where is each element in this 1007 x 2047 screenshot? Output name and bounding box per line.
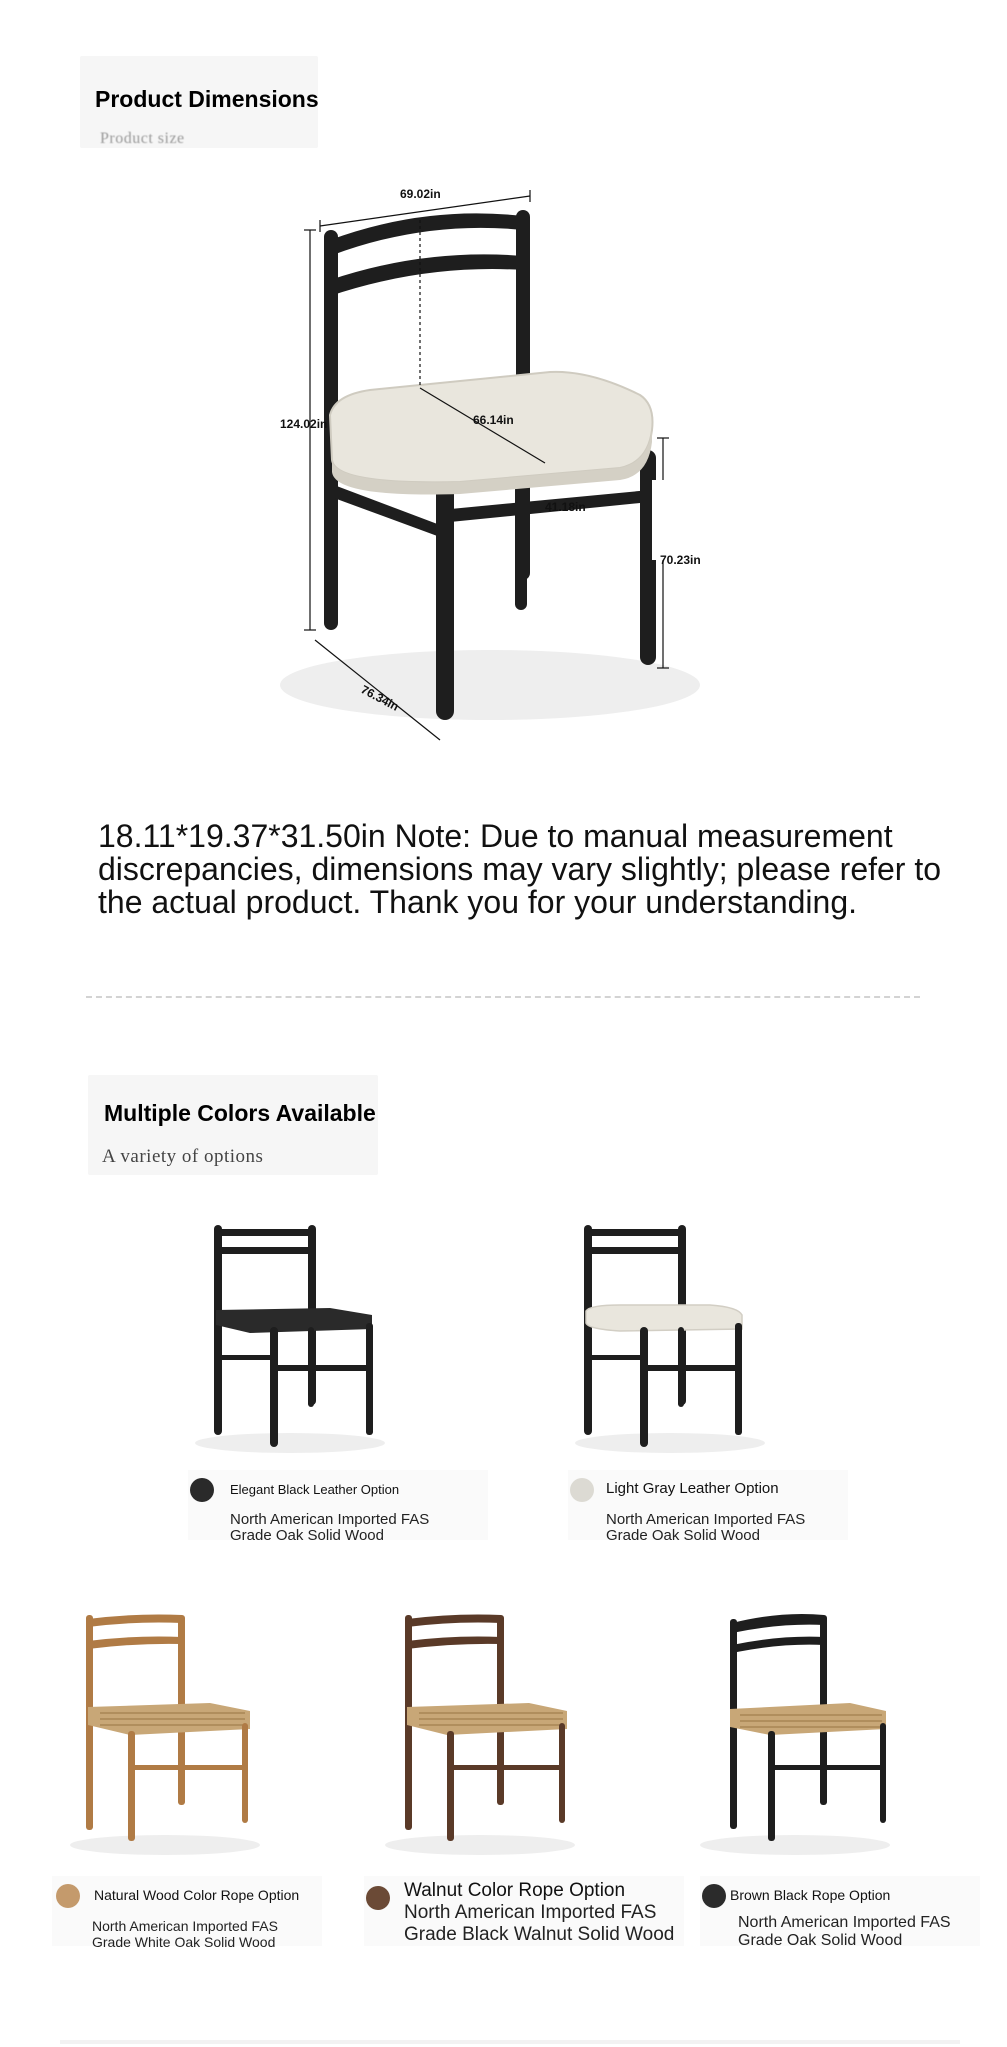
swatch-brown-black-rope xyxy=(702,1884,726,1908)
option-card-natural-rope[interactable] xyxy=(52,1876,322,1950)
back-slat-bottom xyxy=(330,254,523,296)
swatch-light-gray-leather xyxy=(570,1478,594,1502)
bottom-edge-strip xyxy=(60,2040,960,2044)
option-desc-line2: Grade White Oak Solid Wood xyxy=(92,1934,276,1950)
dimensions-title: Product Dimensions xyxy=(95,86,319,112)
floor-shadow xyxy=(280,650,700,720)
option-desc-line2: Grade Oak Solid Wood xyxy=(230,1527,384,1544)
option-card-brown-black-rope[interactable] xyxy=(700,1876,980,1949)
colors-title: Multiple Colors Available xyxy=(104,1100,376,1126)
chair-image-black-leather xyxy=(180,1215,390,1455)
height-total-label: 124.02in xyxy=(280,417,328,431)
seat-front-label: 41.18in xyxy=(545,500,586,514)
swatch-natural-rope xyxy=(56,1884,80,1908)
colors-subtitle: A variety of options xyxy=(102,1146,264,1167)
option-desc-line2: Grade Oak Solid Wood xyxy=(738,1932,903,1949)
back-inner-leg xyxy=(515,480,527,610)
option-name: Brown Black Rope Option xyxy=(730,1887,891,1903)
option-desc-line1: North American Imported FAS xyxy=(92,1918,278,1934)
option-desc-line1: North American Imported FAS xyxy=(738,1914,951,1931)
width-top-label: 69.02in xyxy=(400,187,441,201)
option-desc-line1: North American Imported FAS xyxy=(230,1511,430,1528)
option-name: Walnut Color Rope Option xyxy=(404,1880,626,1901)
option-name: Elegant Black Leather Option xyxy=(230,1482,400,1497)
dimensions-subtitle: Product size xyxy=(100,130,185,147)
section-divider xyxy=(86,996,920,998)
option-card-black-leather[interactable] xyxy=(188,1470,488,1544)
chair-image-brown-black-rope xyxy=(690,1605,900,1855)
seat-cushion xyxy=(330,372,653,482)
seat-height-label: 70.23in xyxy=(660,553,701,567)
option-name: Light Gray Leather Option xyxy=(606,1480,779,1497)
swatch-black-leather xyxy=(190,1478,214,1502)
chair-image-natural-rope xyxy=(60,1605,270,1855)
option-card-light-gray-leather[interactable] xyxy=(568,1470,848,1544)
front-left-leg xyxy=(436,480,454,720)
chair-image-light-gray-leather xyxy=(560,1215,770,1455)
option-name: Natural Wood Color Rope Option xyxy=(94,1887,300,1903)
dimensions-note: 18.11*19.37*31.50in Note: Due to manual measurement discrepancies, dimensions may vary slightly; please refer to the actual product. Thank you for your understanding. xyxy=(98,818,942,920)
back-slat-top xyxy=(330,213,523,256)
option-card-walnut-rope[interactable] xyxy=(364,1876,684,1946)
seat-height-label-bg xyxy=(652,480,676,560)
swatch-walnut-rope xyxy=(366,1886,390,1910)
option-desc-line1: North American Imported FAS xyxy=(606,1511,806,1528)
option-desc-line2: Grade Black Walnut Solid Wood xyxy=(404,1924,675,1945)
chair-image-walnut-rope xyxy=(375,1605,585,1855)
option-desc-line1: North American Imported FAS xyxy=(404,1902,657,1923)
seat-depth-label: 66.14in xyxy=(473,413,514,427)
base-depth-label: 76.34in xyxy=(358,682,402,714)
dimension-chair-diagram xyxy=(260,180,720,770)
option-desc-line2: Grade Oak Solid Wood xyxy=(606,1527,760,1544)
